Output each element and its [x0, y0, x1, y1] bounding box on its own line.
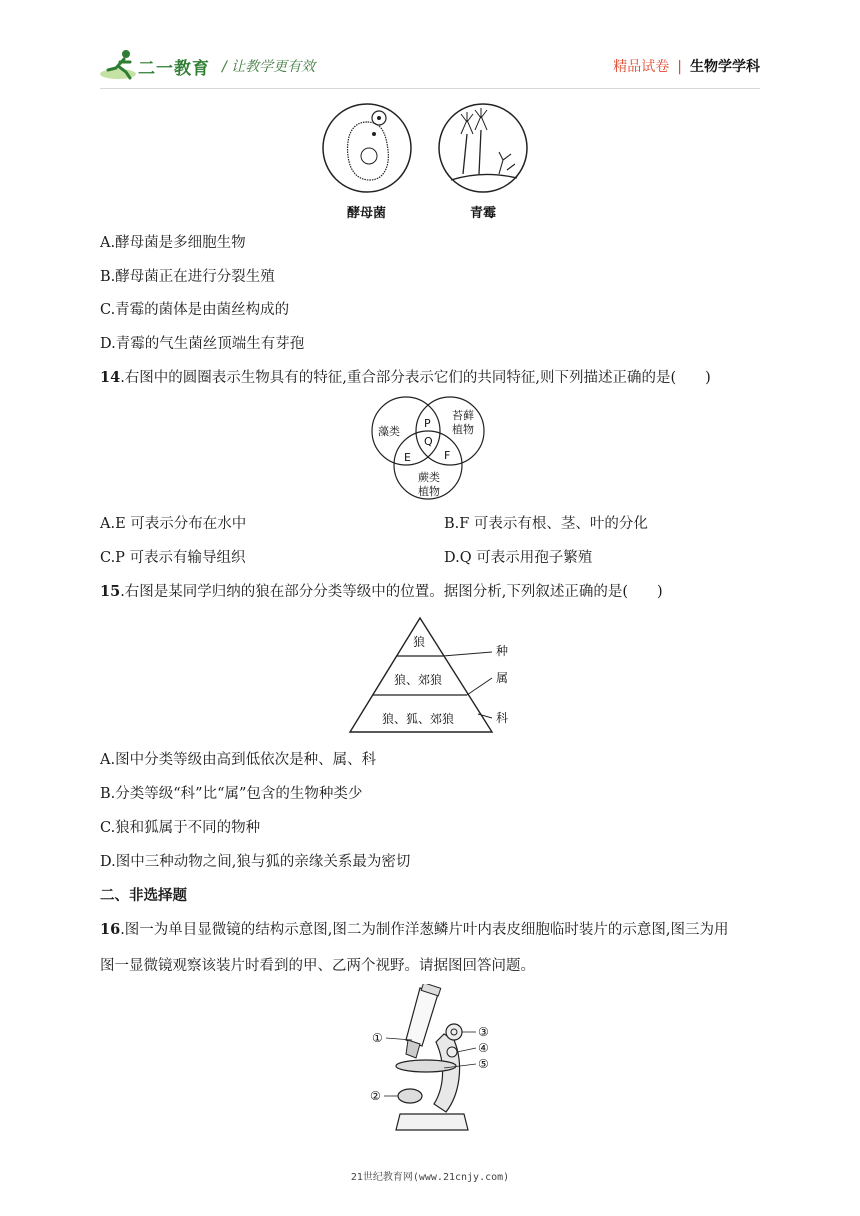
q14-stem-text: .右图中的圆圈表示生物具有的特征,重合部分表示它们的共同特征,则下列描述正确的是( ) [120, 370, 711, 386]
q14-options-row-2 [100, 548, 593, 568]
premium-label: 精品试卷 [613, 59, 670, 75]
q14-stem [100, 368, 711, 388]
q14-options-row-1 [100, 514, 648, 534]
q16-stem-line-1 [100, 920, 729, 940]
subject-label: 生物学学科 [690, 59, 760, 75]
q15-option-c: C.狼和狐属于不同的物种 [100, 820, 261, 836]
q16-stem-line-2: 图一显微镜观察该装片时看到的甲、乙两个视野。请据图回答问题。 [100, 958, 535, 974]
penicillium-label: 青霉 [470, 206, 497, 221]
microscope-label-2: ② [370, 1089, 381, 1103]
q13-option-a: A.酵母菌是多细胞生物 [100, 235, 246, 251]
page-footer: 21世纪教育网(www.21cnjy.com) [350, 1172, 510, 1183]
venn-moss-label-1: 苔藓 [452, 409, 474, 422]
q14-number: 14 [100, 369, 121, 386]
q14-option-b: B.F 可表示有根、茎、叶的分化 [444, 516, 648, 532]
microscope-label-5: ⑤ [478, 1057, 489, 1071]
venn-f-label: F [444, 449, 451, 462]
venn-q-label: Q [424, 435, 433, 448]
section-heading: 二、非选择题 [100, 888, 187, 904]
q14-option-a: A.E 可表示分布在水中 [100, 516, 247, 532]
venn-diagram [366, 393, 490, 503]
yeast-figure [322, 100, 412, 196]
q14-option-d: D.Q 可表示用孢子繁殖 [444, 550, 593, 566]
q16-number: 16 [100, 921, 121, 938]
venn-e-label: E [404, 451, 411, 464]
rank-genus: 属 [496, 671, 509, 685]
q15-stem [100, 582, 663, 602]
venn-algae-label: 藻类 [378, 425, 400, 438]
microscope-label-3: ③ [478, 1025, 489, 1039]
microscope-figure [364, 984, 500, 1134]
page-header [100, 48, 760, 84]
q15-option-a: A.图中分类等级由高到低依次是种、属、科 [100, 752, 377, 768]
venn-fern-label-2: 植物 [418, 485, 440, 498]
venn-fern-label-1: 蕨类 [418, 471, 440, 484]
venn-p-label: P [424, 417, 431, 430]
runner-logo-icon [100, 48, 140, 82]
logo [100, 48, 210, 82]
penicillium-figure [437, 100, 529, 196]
slogan: / 让教学更有效 [222, 59, 316, 75]
q13-option-b: B.酵母菌正在进行分裂生殖 [100, 269, 275, 285]
header-right [613, 56, 760, 76]
q13-option-d: D.青霉的气生菌丝顶端生有芽孢 [100, 336, 305, 352]
logo-text: 二一教育 [138, 59, 210, 79]
yeast-label: 酵母菌 [347, 206, 387, 221]
q16-stem-text-1: .图一为单目显微镜的结构示意图,图二为制作洋葱鳞片叶内表皮细胞临时装片的示意图,图三为用 [120, 922, 729, 938]
header-divider [100, 88, 760, 89]
venn-moss-label-2: 植物 [452, 423, 474, 436]
microscope-label-4: ④ [478, 1041, 489, 1055]
q14-option-c: C.P 可表示有输导组织 [100, 550, 246, 566]
q15-stem-text: .右图是某同学归纳的狼在部分分类等级中的位置。据图分析,下列叙述正确的是( ) [120, 584, 663, 600]
q15-option-d: D.图中三种动物之间,狼与狐的亲缘关系最为密切 [100, 854, 411, 870]
pyramid-tier-3: 狼、狐、郊狼 [382, 712, 455, 726]
q15-option-b: B.分类等级“科”比“属”包含的生物种类少 [100, 786, 363, 802]
q13-option-c: C.青霉的菌体是由菌丝构成的 [100, 302, 290, 318]
rank-species: 种 [496, 644, 509, 658]
pyramid-tier-1: 狼 [413, 635, 426, 649]
q15-number: 15 [100, 583, 121, 600]
microscope-label-1: ① [372, 1031, 383, 1045]
header-separator: | [677, 59, 682, 75]
pyramid-tier-2: 狼、郊狼 [394, 673, 443, 687]
rank-family: 科 [496, 711, 509, 725]
taxonomy-pyramid [346, 614, 518, 738]
